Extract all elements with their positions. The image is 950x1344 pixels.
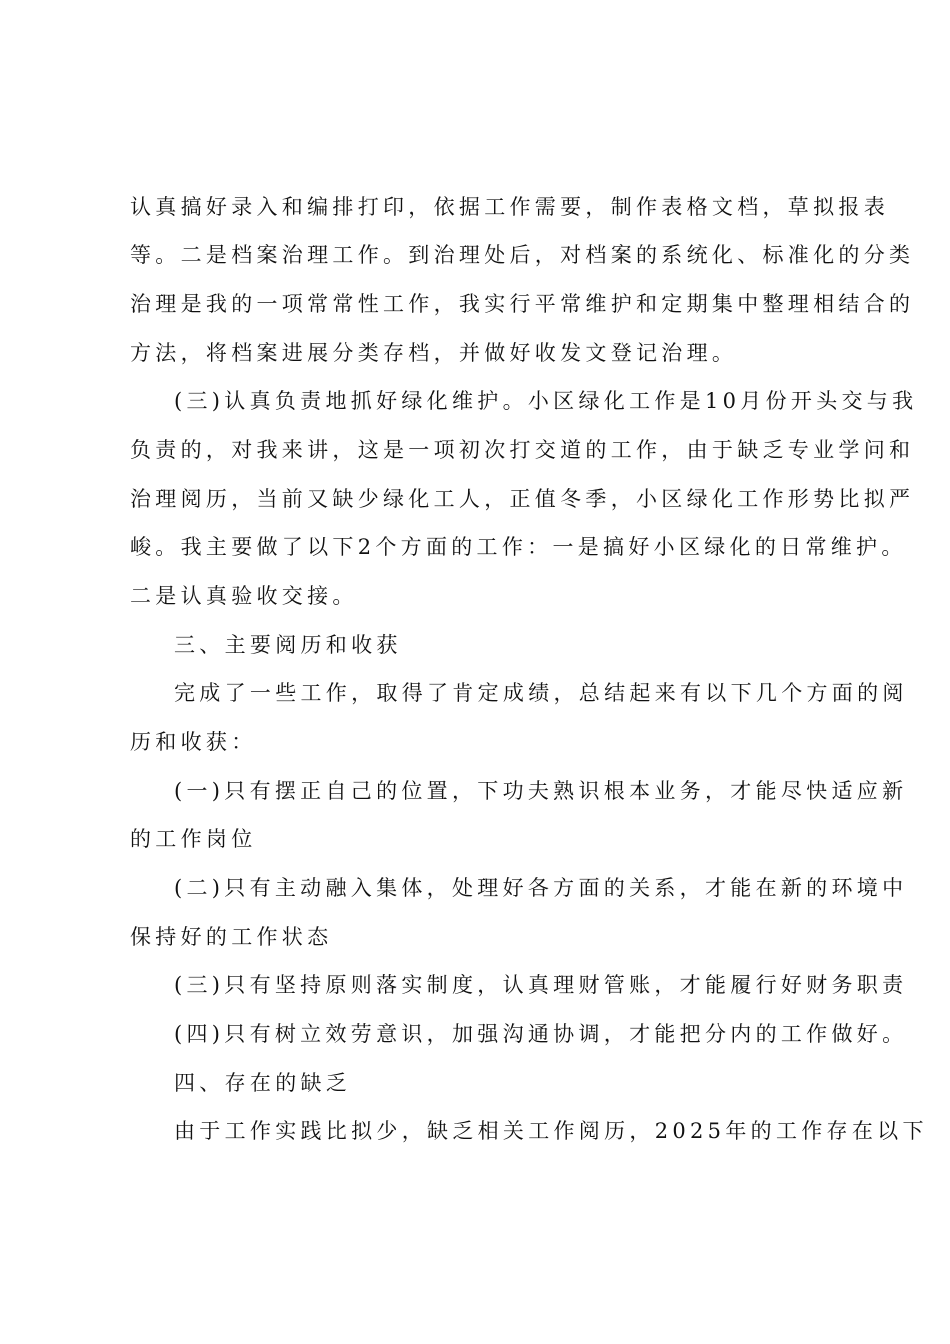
paragraph-line: 负责的，对我来讲，这是一项初次打交道的工作，由于缺乏专业学问和 bbox=[130, 438, 915, 462]
paragraph-line: 治理是我的一项常常性工作，我实行平常维护和定期集中整理相结合的 bbox=[130, 292, 915, 316]
paragraph-line: 认真搞好录入和编排打印，依据工作需要，制作表格文档，草拟报表 bbox=[130, 195, 889, 219]
paragraph-line: 治理阅历，当前又缺少绿化工人，正值冬季，小区绿化工作形势比拟严 bbox=[130, 487, 915, 511]
paragraph-line: 由于工作实践比拟少，缺乏相关工作阅历，2025年的工作存在以下 bbox=[174, 1119, 928, 1143]
paragraph-line: (二)只有主动融入集体，处理好各方面的关系，才能在新的环境中 bbox=[174, 876, 908, 900]
paragraph-line: 二是认真验收交接。 bbox=[130, 584, 358, 608]
paragraph-line: (三)只有坚持原则落实制度，认真理财管账，才能履行好财务职责 bbox=[174, 973, 908, 997]
paragraph-line: 保持好的工作状态 bbox=[130, 925, 333, 949]
paragraph-line: 等。二是档案治理工作。到治理处后，对档案的系统化、标准化的分类 bbox=[130, 243, 915, 267]
paragraph-line: 历和收获： bbox=[130, 730, 257, 754]
paragraph-line: 的工作岗位 bbox=[130, 827, 257, 851]
paragraph-line: (一)只有摆正自己的位置，下功夫熟识根本业务，才能尽快适应新 bbox=[174, 779, 908, 803]
section-heading: 四、存在的缺乏 bbox=[174, 1071, 352, 1095]
paragraph-line: (三)认真负责地抓好绿化维护。小区绿化工作是10月份开头交与我 bbox=[174, 389, 918, 413]
paragraph-line: 峻。我主要做了以下2个方面的工作：一是搞好小区绿化的日常维护。 bbox=[130, 535, 907, 559]
paragraph-line: 完成了一些工作，取得了肯定成绩，总结起来有以下几个方面的阅 bbox=[174, 681, 908, 705]
paragraph-line: 方法，将档案进展分类存档，并做好收发文登记治理。 bbox=[130, 341, 738, 365]
section-heading: 三、主要阅历和收获 bbox=[174, 633, 402, 657]
paragraph-line: (四)只有树立效劳意识，加强沟通协调，才能把分内的工作做好。 bbox=[174, 1022, 908, 1046]
